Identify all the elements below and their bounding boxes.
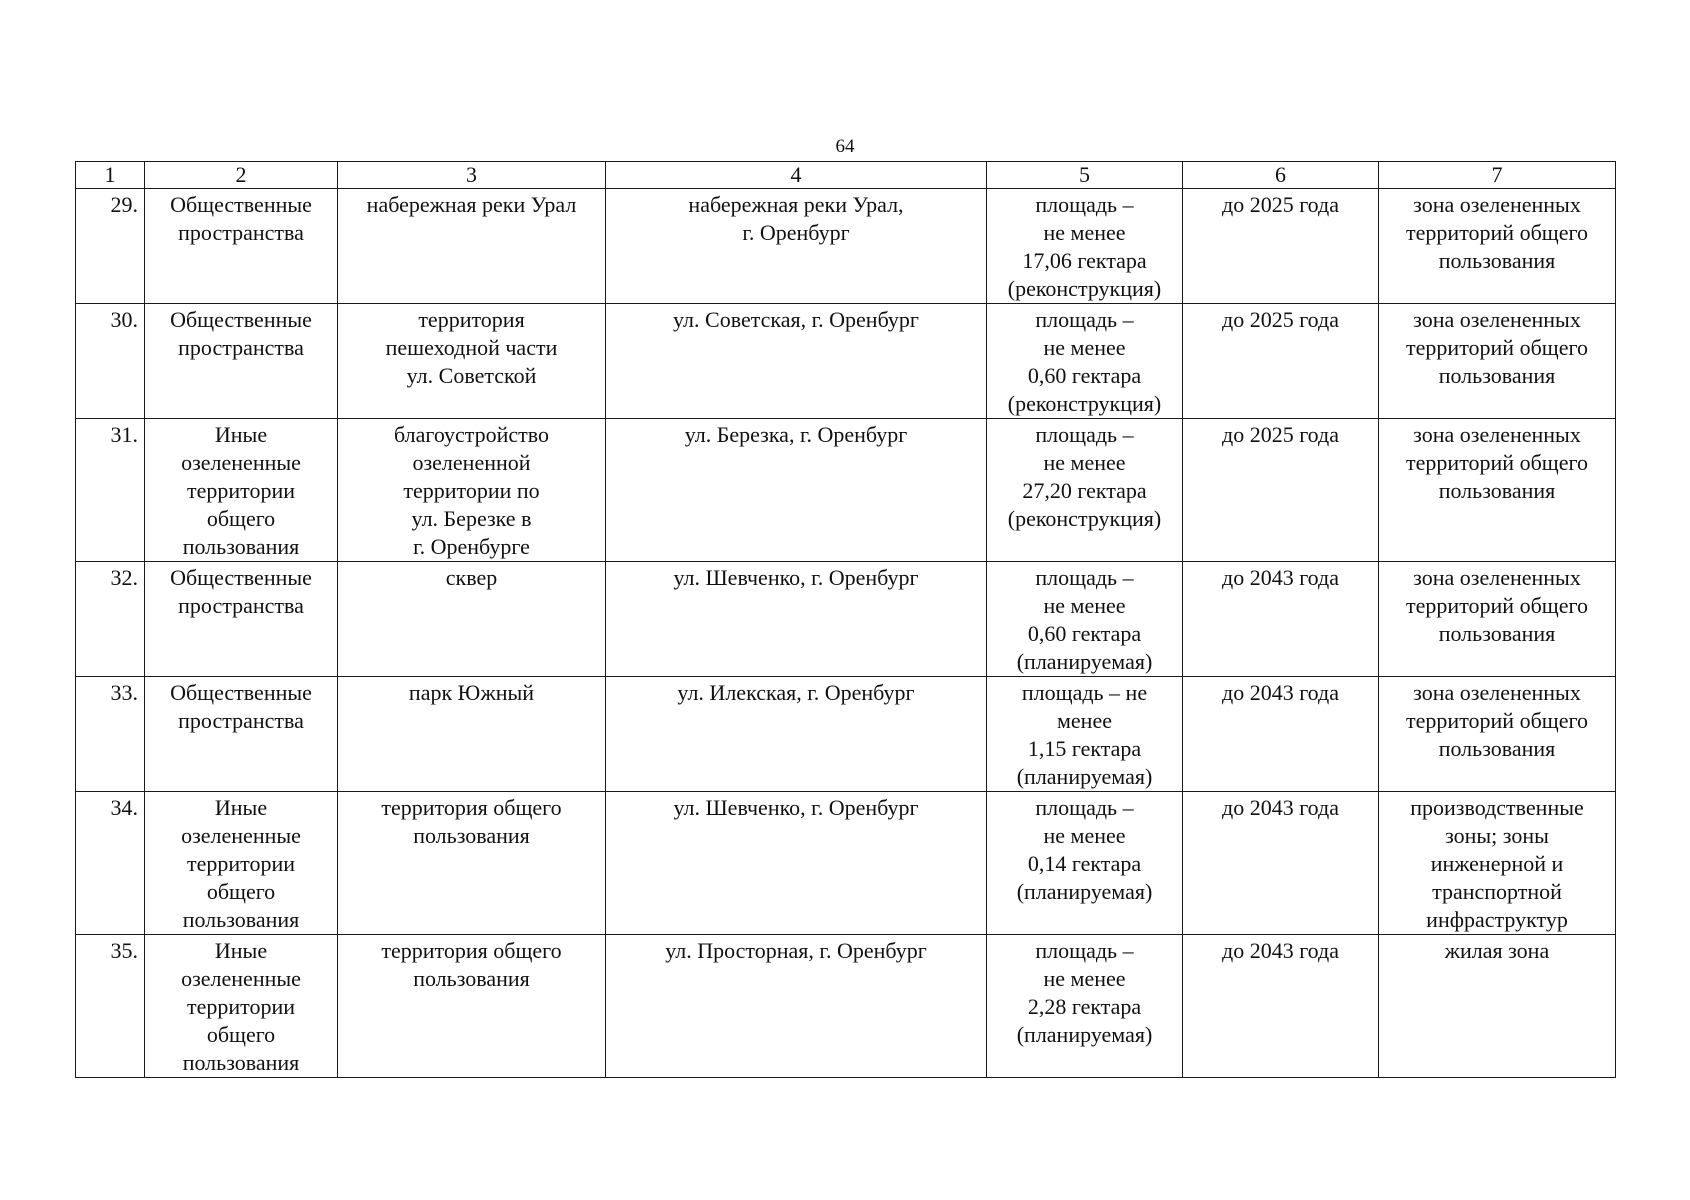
row-number-cell: 35. <box>76 935 145 1078</box>
term-cell: до 2043 года <box>1183 677 1379 792</box>
area-cell: площадь – не менее 2,28 гектара (планируемая) <box>987 935 1183 1078</box>
area-cell: площадь – не менее 0,14 гектара (планируемая) <box>987 792 1183 935</box>
header-cell: 6 <box>1183 162 1379 189</box>
row-number-cell: 34. <box>76 792 145 935</box>
row-number-cell: 32. <box>76 562 145 677</box>
location-cell: ул. Илекская, г. Оренбург <box>606 677 987 792</box>
term-cell: до 2043 года <box>1183 935 1379 1078</box>
header-cell: 4 <box>606 162 987 189</box>
area-cell: площадь – не менее 1,15 гектара (планируемая) <box>987 677 1183 792</box>
object-type-cell: Общественные пространства <box>145 304 338 419</box>
area-cell: площадь – не менее 0,60 гектара (реконструкция) <box>987 304 1183 419</box>
table-row <box>76 562 1616 677</box>
registry-table <box>75 161 1616 1078</box>
zone-cell: зона озелененных территорий общего пользования <box>1379 304 1616 419</box>
row-number-cell: 31. <box>76 419 145 562</box>
area-cell: площадь – не менее 17,06 гектара (реконструкция) <box>987 189 1183 304</box>
table-row <box>76 304 1616 419</box>
table-header-row <box>76 162 1616 189</box>
object-type-cell: Общественные пространства <box>145 562 338 677</box>
zone-cell: зона озелененных территорий общего пользования <box>1379 419 1616 562</box>
location-cell: ул. Шевченко, г. Оренбург <box>606 562 987 677</box>
table-row <box>76 419 1616 562</box>
object-type-cell: Иные озелененные территории общего пользования <box>145 935 338 1078</box>
area-cell: площадь – не менее 0,60 гектара (планируемая) <box>987 562 1183 677</box>
zone-cell: производственные зоны; зоны инженерной и транспортной инфраструктур <box>1379 792 1616 935</box>
zone-cell: зона озелененных территорий общего пользования <box>1379 189 1616 304</box>
object-name-cell: благоустройство озелененной территории по ул. Березке в г. Оренбурге <box>338 419 606 562</box>
object-name-cell: парк Южный <box>338 677 606 792</box>
header-cell: 5 <box>987 162 1183 189</box>
table-row <box>76 935 1616 1078</box>
table-row <box>76 189 1616 304</box>
row-number-cell: 33. <box>76 677 145 792</box>
term-cell: до 2043 года <box>1183 792 1379 935</box>
location-cell: ул. Березка, г. Оренбург <box>606 419 987 562</box>
object-type-cell: Иные озелененные территории общего пользования <box>145 419 338 562</box>
object-name-cell: сквер <box>338 562 606 677</box>
object-name-cell: территория общего пользования <box>338 792 606 935</box>
term-cell: до 2025 года <box>1183 419 1379 562</box>
location-cell: ул. Просторная, г. Оренбург <box>606 935 987 1078</box>
header-cell: 7 <box>1379 162 1616 189</box>
location-cell: ул. Советская, г. Оренбург <box>606 304 987 419</box>
object-name-cell: набережная реки Урал <box>338 189 606 304</box>
table-row <box>76 677 1616 792</box>
area-cell: площадь – не менее 27,20 гектара (реконструкция) <box>987 419 1183 562</box>
zone-cell: жилая зона <box>1379 935 1616 1078</box>
table-body <box>76 162 1616 1078</box>
table-row <box>76 792 1616 935</box>
object-type-cell: Общественные пространства <box>145 189 338 304</box>
term-cell: до 2025 года <box>1183 304 1379 419</box>
zone-cell: зона озелененных территорий общего пользования <box>1379 562 1616 677</box>
header-cell: 1 <box>76 162 145 189</box>
object-type-cell: Общественные пространства <box>145 677 338 792</box>
zone-cell: зона озелененных территорий общего пользования <box>1379 677 1616 792</box>
object-type-cell: Иные озелененные территории общего пользования <box>145 792 338 935</box>
row-number-cell: 30. <box>76 304 145 419</box>
row-number-cell: 29. <box>76 189 145 304</box>
header-cell: 3 <box>338 162 606 189</box>
location-cell: ул. Шевченко, г. Оренбург <box>606 792 987 935</box>
term-cell: до 2043 года <box>1183 562 1379 677</box>
location-cell: набережная реки Урал, г. Оренбург <box>606 189 987 304</box>
page-number: 64 <box>835 136 855 157</box>
object-name-cell: территория общего пользования <box>338 935 606 1078</box>
term-cell: до 2025 года <box>1183 189 1379 304</box>
object-name-cell: территория пешеходной части ул. Советской <box>338 304 606 419</box>
header-cell: 2 <box>145 162 338 189</box>
